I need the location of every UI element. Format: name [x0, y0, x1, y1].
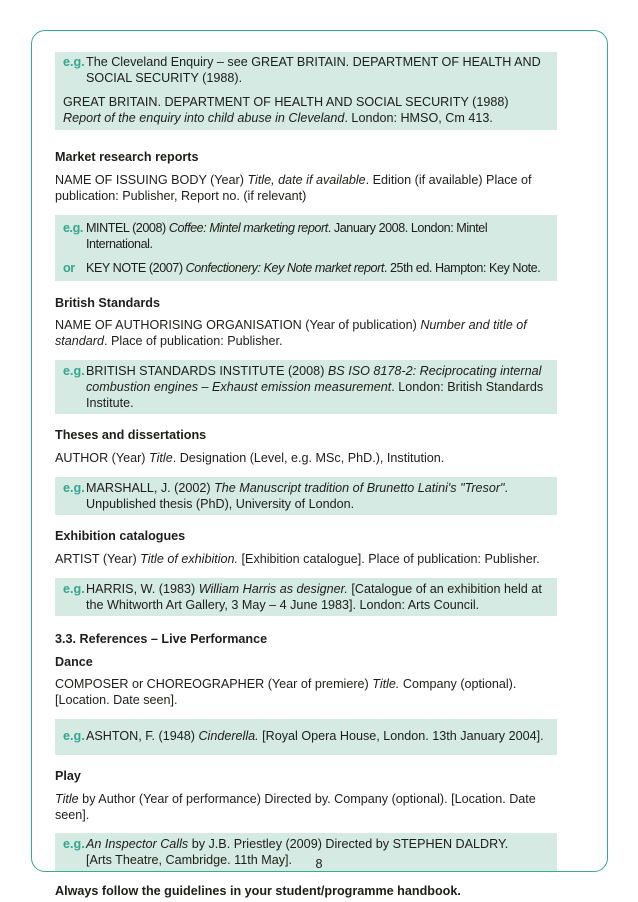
- format-market-research: NAME OF ISSUING BODY (Year) Title, date if available. Edition (if available) Place of publication: Publisher, Report no. (if relevant): [55, 173, 532, 203]
- eg-tag: e.g.: [63, 582, 85, 596]
- eg-tag: e.g.: [63, 481, 85, 495]
- example-box-dance: e.g. ASHTON, F. (1948) Cinderella. [Royal Opera House, London. 13th January 2004].: [55, 719, 557, 755]
- example-box-play: e.g. An Inspector Calls by J.B. Priestley (2009) Directed by STEPHEN DALDRY. [Arts Theatre, Cambridge. 11th May].: [55, 833, 557, 871]
- example-box-market-research: e.g. MINTEL (2008) Coffee: Mintel marketing report. January 2008. London: Mintel International. or KEY NOTE (2007) Confectionery: Key Note market report. 25th ed. Hampton: Key Note.: [55, 215, 557, 281]
- format-play: Title by Author (Year of performance) Directed by. Company (optional). [Location. Date seen].: [55, 792, 536, 822]
- handbook-note: Always follow the guidelines in your student/programme handbook.: [55, 884, 461, 898]
- heading-exhibition: Exhibition catalogues: [55, 529, 186, 543]
- heading-dance: Dance: [55, 655, 93, 669]
- example-text: The Cleveland Enquiry – see GREAT BRITAIN. DEPARTMENT OF HEALTH AND SOCIAL SECURITY (1988).: [86, 55, 541, 85]
- heading-theses: Theses and dissertations: [55, 428, 207, 442]
- page-content: [55, 52, 557, 899]
- eg-tag: e.g.: [63, 729, 85, 743]
- format-british-standards: NAME OF AUTHORISING ORGANISATION (Year of publication) Number and title of standard. Place of publication: Publisher.: [55, 318, 527, 348]
- example-box-theses: e.g. MARSHALL, J. (2002) The Manuscript tradition of Brunetto Latini's "Tresor". Unpublished thesis (PhD), University of London.: [55, 477, 557, 515]
- eg-tag: e.g.: [63, 364, 85, 378]
- format-dance: COMPOSER or CHOREOGRAPHER (Year of premiere) Title. Company (optional). [Location. Date seen].: [55, 677, 517, 707]
- eg-tag: e.g.: [63, 221, 83, 235]
- eg-tag: e.g.: [63, 837, 85, 851]
- or-tag: or: [63, 261, 75, 275]
- page-number: 8: [315, 857, 323, 871]
- reference-entry: GREAT BRITAIN. DEPARTMENT OF HEALTH AND SOCIAL SECURITY (1988) Report of the enquiry into child abuse in Cleveland. London: HMSO, Cm 413.: [63, 95, 509, 125]
- example-box-exhibition: e.g. HARRIS, W. (1983) William Harris as designer. [Catalogue of an exhibition held at the Whitworth Art Gallery, 3 May – 4 June 1983]. London: Arts Council.: [55, 578, 557, 616]
- example-box-cleveland: [55, 52, 557, 130]
- eg-tag: e.g.: [63, 55, 85, 69]
- heading-british-standards: British Standards: [55, 296, 160, 310]
- section-title: 3.3. References – Live Performance: [55, 632, 268, 646]
- heading-play: Play: [55, 769, 81, 783]
- example-box-british-standards: e.g. BRITISH STANDARDS INSTITUTE (2008) BS ISO 8178-2: Reciprocating internal combustion engines – Exhaust emission measurement. London: British Standards Institute.: [55, 360, 557, 414]
- format-theses: AUTHOR (Year) Title. Designation (Level, e.g. MSc, PhD.), Institution.: [55, 451, 445, 465]
- heading-market-research: Market research reports: [55, 150, 199, 164]
- format-exhibition: ARTIST (Year) Title of exhibition. [Exhibition catalogue]. Place of publication: Publisher.: [55, 552, 540, 566]
